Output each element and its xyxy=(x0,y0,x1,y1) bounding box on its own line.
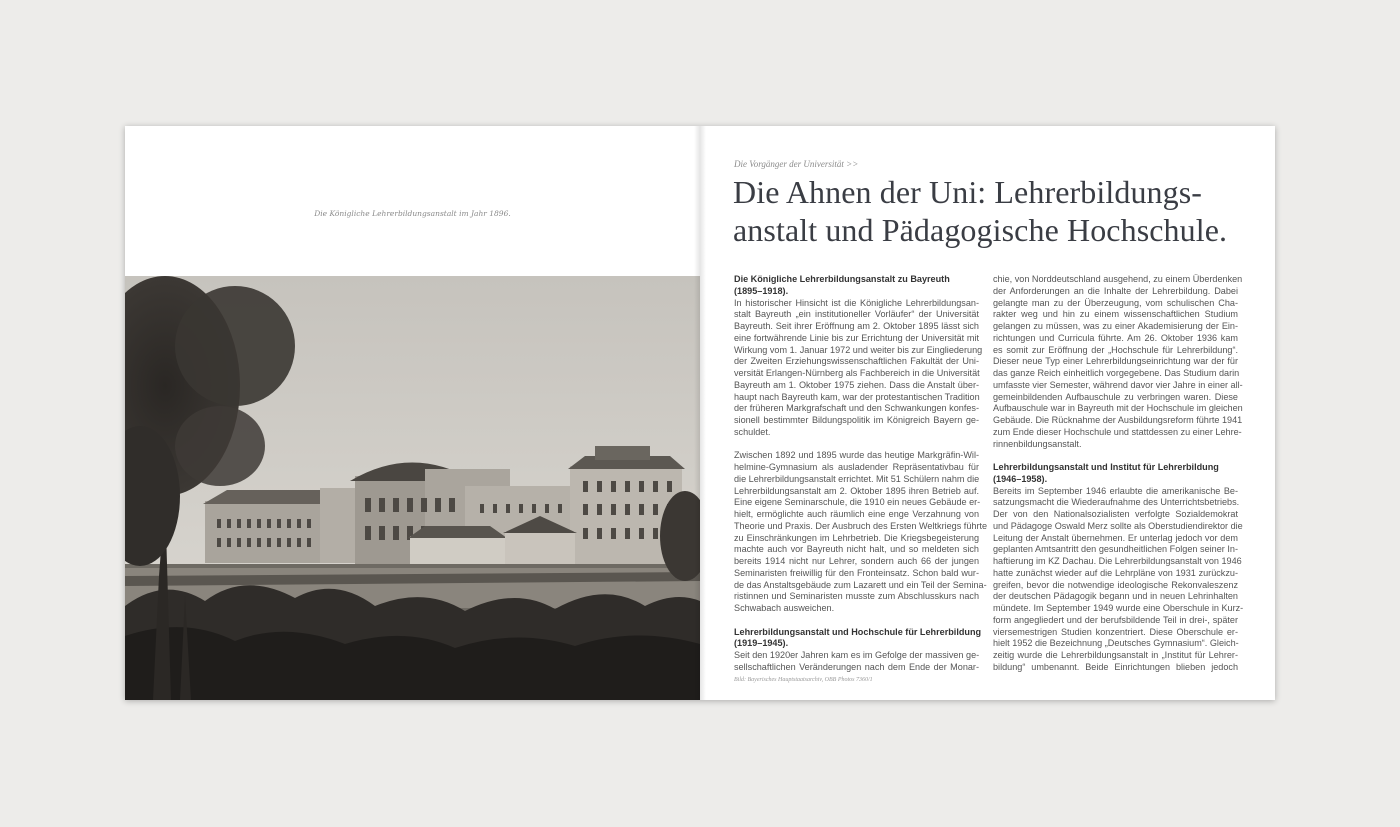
body-text-line: zu Einschränkungen im Lehrbetrieb. Die Kriegsbegeisterung xyxy=(734,532,979,543)
paragraph-spacer xyxy=(734,615,979,627)
page-title-line-1: Die Ahnen der Uni: Lehrerbildungs- xyxy=(733,174,1203,210)
body-text-line: Aufbauschule war in Bayreuth mit der Hochschule im gleichen xyxy=(993,403,1243,414)
body-text-line: geplanten Amtsantritt den gesundheitlichen Folgen seiner In- xyxy=(993,544,1238,555)
body-text-line: ristinnen und Seminaristen musste zum Abschlusskurs nach xyxy=(734,591,979,602)
section-kicker: Die Vorgänger der Universität >> xyxy=(734,159,859,169)
body-text-line: zum Ende dieser Hochschule und stattdessen zu einer Lehre- xyxy=(993,426,1242,437)
body-text-line: Theorie und Praxis. Der Ausbruch des Ersten Weltkriegs führte xyxy=(734,520,988,531)
text-column-2 xyxy=(993,274,1244,674)
section-heading: Die Königliche Lehrerbildungsanstalt zu Bayreuth xyxy=(734,274,950,284)
page-title xyxy=(733,173,1263,249)
section-heading: (1919–1945). xyxy=(734,638,789,649)
body-text-line: chie, von Norddeutschland ausgehend, zu einem Überdenken xyxy=(993,274,1243,284)
body-text-line: es somit zur Eröffnung der „Hochschule für Lehrerbildung“. xyxy=(993,344,1238,355)
body-text-line: die Lehrerbildungsanstalt errichtet. Mit 51 Schülern nahm die xyxy=(734,473,980,484)
body-text-line: hatte zunächst wieder auf die Lehrpläne von 1931 zurückzu- xyxy=(993,567,1238,578)
body-text-line: Dieser neue Typ einer Lehrerbildungseinrichtung war der für xyxy=(993,356,1238,367)
body-text-line: stalt Bayreuth „ein institutioneller Vorläufer“ der Universität xyxy=(734,309,979,320)
section-heading: Lehrerbildungsanstalt und Hochschule für Lehrerbildung xyxy=(734,626,982,637)
text-column-1 xyxy=(734,274,988,674)
body-text-line: mündete. Im September 1949 wurde eine Oberschule in Kurz- xyxy=(993,603,1244,613)
section-heading: (1895–1918). xyxy=(734,285,789,296)
body-text-line: form angegliedert und der berufsbildende Teil in drei-, später xyxy=(993,614,1238,625)
body-text-line: versität Erlangen-Nürnberg als Fachbereich in die Universität xyxy=(734,368,980,378)
body-text-line: haupt nach Bayreuth kam, war der protestantischen Tradition xyxy=(734,391,980,402)
body-text-line: umfasste vier Semester, während davor vier Jahre in einer all- xyxy=(993,379,1243,390)
photo-caption: Die Königliche Lehrerbildungsanstalt im Jahr 1896. xyxy=(314,209,511,218)
body-text-line: schuldet. xyxy=(734,426,771,437)
body-text-line: satzungsmacht die Wiederaufnahme des Unterrichtsbetriebs. xyxy=(993,497,1240,508)
section-heading: Lehrerbildungsanstalt und Institut für Lehrerbildung xyxy=(993,462,1219,472)
body-text-line: Eine eigene Seminarschule, die 1910 ein neues Gebäude er- xyxy=(734,497,981,508)
body-text-line: helmine-Gymnasium als ausladender Repräsentativbau für xyxy=(734,462,979,472)
body-text-line: Schwabach ausweichen. xyxy=(734,603,835,613)
body-text-line: de das Anstaltsgebäude zum Lazarett und ein Teil der Semina- xyxy=(734,579,987,590)
body-text-line: Bayreuth. Seit ihrer Eröffnung am 2. Oktober 1895 lässt sich xyxy=(734,321,979,331)
right-page xyxy=(700,126,1275,700)
body-text-line: rinnenbildungsanstalt. xyxy=(993,438,1082,449)
body-text-line: zeitig wurde die Lehrerbildungsanstalt in „Institut für Lehrer- xyxy=(993,650,1238,660)
historic-building-photo xyxy=(125,276,700,700)
paragraph-spacer xyxy=(734,439,979,451)
body-text-line: bereits 1914 nicht nur Lehrer, sondern auch 66 der jungen xyxy=(734,556,979,566)
body-text-line: Der von den Nationalsozialisten verfolgte Sozialdemokrat xyxy=(993,509,1238,519)
body-text-line: richtungen und Curricula führte. Am 26. Oktober 1936 kam xyxy=(993,332,1238,343)
body-text-line: viersemestrigen Studien konzentriert. Diese Oberschule er- xyxy=(993,626,1238,637)
body-text-line: bildung“ umbenannt. Beide Einrichtungen blieben jedoch xyxy=(993,661,1238,672)
body-text-line: der deutschen Pädagogik begann und in neuen Lehrinhalten xyxy=(993,591,1238,602)
body-text-line: Wirkung vom 1. Januar 1972 und weiter bis zur Eingliederung xyxy=(734,344,983,355)
body-text-line: hielt 1952 die Bezeichnung „Deutsches Gymnasium“. Gleich- xyxy=(993,638,1239,649)
body-text-line: In historischer Hinsicht ist die Königliche Lehrerbildungsan- xyxy=(734,297,979,308)
body-text-line: hielt, ermöglichte auch räumlich eine enge Verzahnung von xyxy=(734,509,979,519)
body-text-line: und Pädagoge Oswald Merz sollte als Oberstudiendirektor die xyxy=(993,520,1243,531)
photo-credit: Bild: Bayerisches Hauptstaatsarchiv, OBB Photos 7360/1 xyxy=(734,677,873,683)
section-heading: (1946–1958). xyxy=(993,473,1048,484)
body-text-line: Seminaristen freiwillig für den Fronteinsatz. Schon bald wur- xyxy=(734,567,979,578)
body-text-line: eine fortwährende Linie bis zur Errichtung der Universität mit xyxy=(734,332,979,343)
body-text-line: Bayreuth am 1. Oktober 1975 ziehen. Dass die Anstalt über- xyxy=(734,379,979,390)
body-text-line: Seit den 1920er Jahren kam es im Gefolge der massiven ge- xyxy=(734,650,980,660)
body-text-line: Lehrerbildungsanstalt am 2. Oktober 1895 ihren Betrieb auf. xyxy=(734,485,979,496)
body-text-line: der Zweiten Erziehungswissenschaftlichen Fakultät der Uni- xyxy=(734,356,979,367)
body-text-line: gelangte man zu der Überzeugung, vom schulischen Cha- xyxy=(993,297,1238,308)
body-text-line: sellschaftlichen Veränderungen nach dem Ende der Monar- xyxy=(734,661,979,672)
paragraph-spacer xyxy=(993,450,1238,462)
body-text-line: rakter weg und hin zu einem wissenschaftlichen Studium xyxy=(993,309,1238,320)
book-spread xyxy=(125,126,1275,700)
left-page xyxy=(125,126,700,700)
body-text-line: Bereits im September 1946 erlaubte die amerikanische Be- xyxy=(993,485,1238,496)
body-text-line: haftierung im KZ Dachau. Die Lehrerbildungsanstalt von 1946 xyxy=(993,556,1242,566)
body-text-line: der früheren Markgrafschaft und den Schwankungen konfes- xyxy=(734,403,979,414)
body-text-line: gemeinbildenden Aufbauschule zu verbringen waren. Diese xyxy=(993,391,1238,402)
body-text-line: der Anforderungen an die Inhalte der Lehrerbildung. Dabei xyxy=(993,285,1238,296)
body-text-line: Zwischen 1892 und 1895 wurde das heutige Markgräfin-Wil- xyxy=(734,450,979,461)
body-text-line: machte auch vor Bayreuth nicht halt, und so meldeten sich xyxy=(734,544,979,555)
body-text-line: sionell bestimmter Bildungspolitik im Königreich Bayern ge- xyxy=(734,415,979,425)
body-text-line: Leitung der Anstalt übernehmen. Er unterlag jedoch vor dem xyxy=(993,532,1238,543)
body-text-line: das ganze Reich einheitlich vorgegebene. Das Studium darin xyxy=(993,368,1240,378)
body-text-line: greifen, bevor die notwendige ideologische Rekonvaleszenz xyxy=(993,579,1238,590)
body-text-line: Gebäude. Die Rücknahme der Ausbildungsreform führte 1941 xyxy=(993,415,1243,425)
body-text-line: gelangen zu müssen, was zu einer Akademisierung der Ein- xyxy=(993,321,1238,331)
page-title-line-2: anstalt und Pädagogische Hochschule. xyxy=(733,212,1228,248)
